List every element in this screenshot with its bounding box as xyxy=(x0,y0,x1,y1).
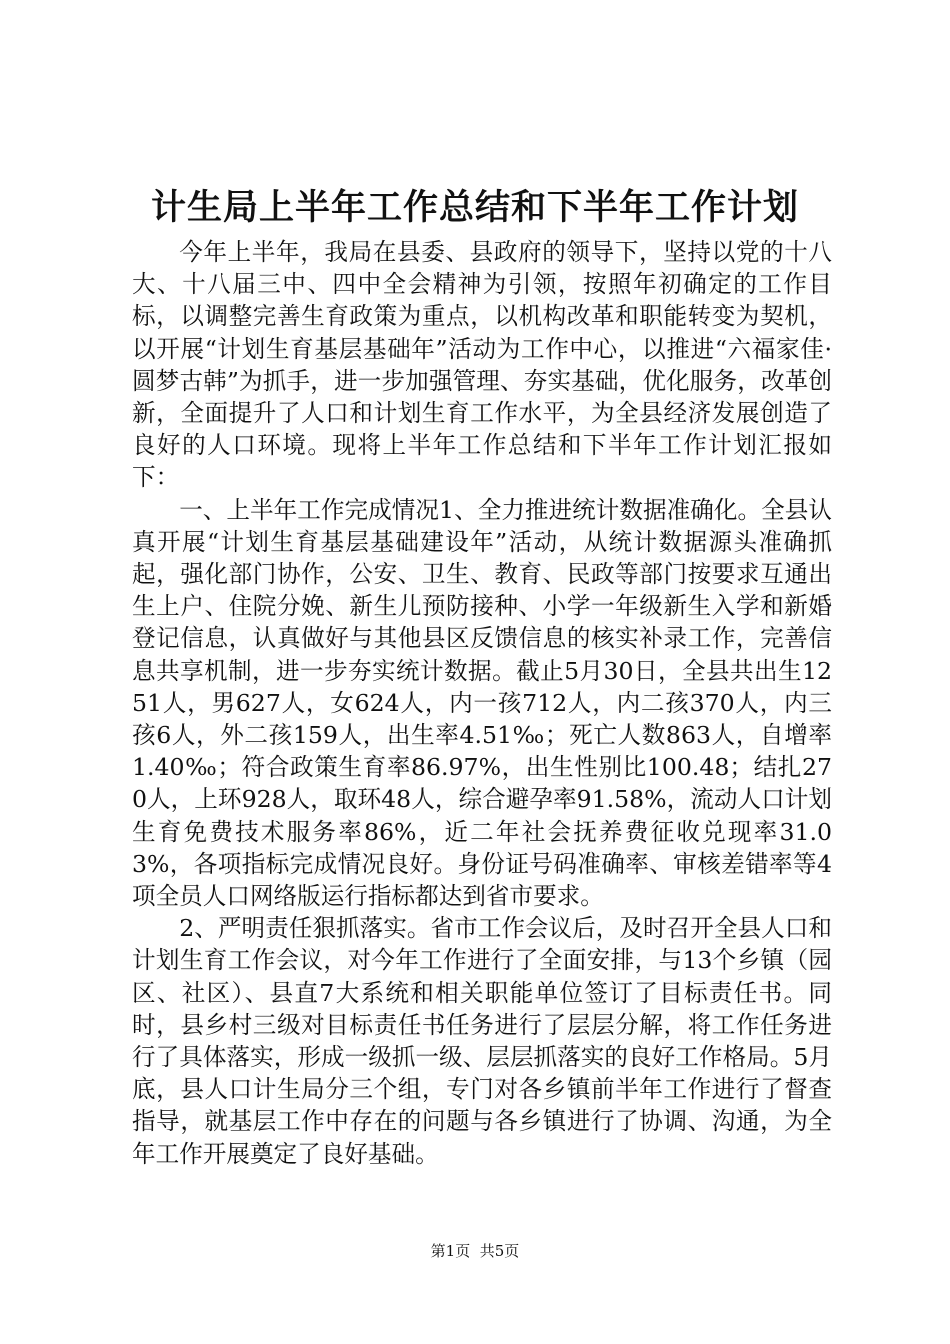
document-title: 计生局上半年工作总结和下半年工作计划 xyxy=(150,187,799,228)
document-body xyxy=(132,236,832,1170)
page-total: 共5页 xyxy=(479,1242,520,1260)
page-footer xyxy=(0,1241,950,1261)
paragraph-section-1: 一、上半年工作完成情况1、全力推进统计数据准确化。全县认真开展“计划生育基层基础建设年”活动，从统计数据源头准确抓起，强化部门协作，公安、卫生、教育、民政等部门按要求互通出生上户、住院分娩、新生儿预防接种、小学一年级新生入学和新婚登记信息，认真做好与其他县区反馈信息的核实补录工作，完善信息共享机制，进一步夯实统计数据。截止5月30日，全县共出生1251人，男627人，女624人，内一孩712人，内二孩370人，内三孩6人，外二孩159人，出生率4.51‰；死亡人数863人，自增率1.40‰；符合政策生育率86.97%，出生性别比100.48；结扎270人，上环928人，取环48人，综合避孕率91.58%，流动人口计划生育免费技术服务率86%，近二年社会抚养费征收兑现率31.03%，各项指标完成情况良好。身份证号码准确率、审核差错率等4项全员人口网络版运行指标都达到省市要求。 xyxy=(132,495,832,911)
page-number: 第1页 xyxy=(430,1242,471,1260)
paragraph-section-2: 2、严明责任狠抓落实。省市工作会议后，及时召开全县人口和计划生育工作会议，对今年工作进行了全面安排，与13个乡镇（园区、社区）、县直7大系统和相关职能单位签订了目标责任书。同时，县乡村三级对目标责任书任务进行了层层分解，将工作任务进行了具体落实，形成一级抓一级、层层抓落实的良好工作格局。5月底，县人口计生局分三个组，专门对各乡镇前半年工作进行了督查指导，就基层工作中存在的问题与各乡镇进行了协调、沟通，为全年工作开展奠定了良好基础。 xyxy=(132,914,832,1168)
paragraph-intro: 今年上半年，我局在县委、县政府的领导下，坚持以党的十八大、十八届三中、四中全会精神为引领，按照年初确定的工作目标，以调整完善生育政策为重点，以机构改革和职能转变为契机，以开展“计划生育基层基础年”活动为工作中心，以推进“六福家佳·圆梦古韩”为抓手，进一步加强管理、夯实基础，优化服务，改革创新，全面提升了人口和计划生育工作水平，为全县经济发展创造了良好的人口环境。现将上半年工作总结和下半年工作计划汇报如下： xyxy=(132,238,832,492)
